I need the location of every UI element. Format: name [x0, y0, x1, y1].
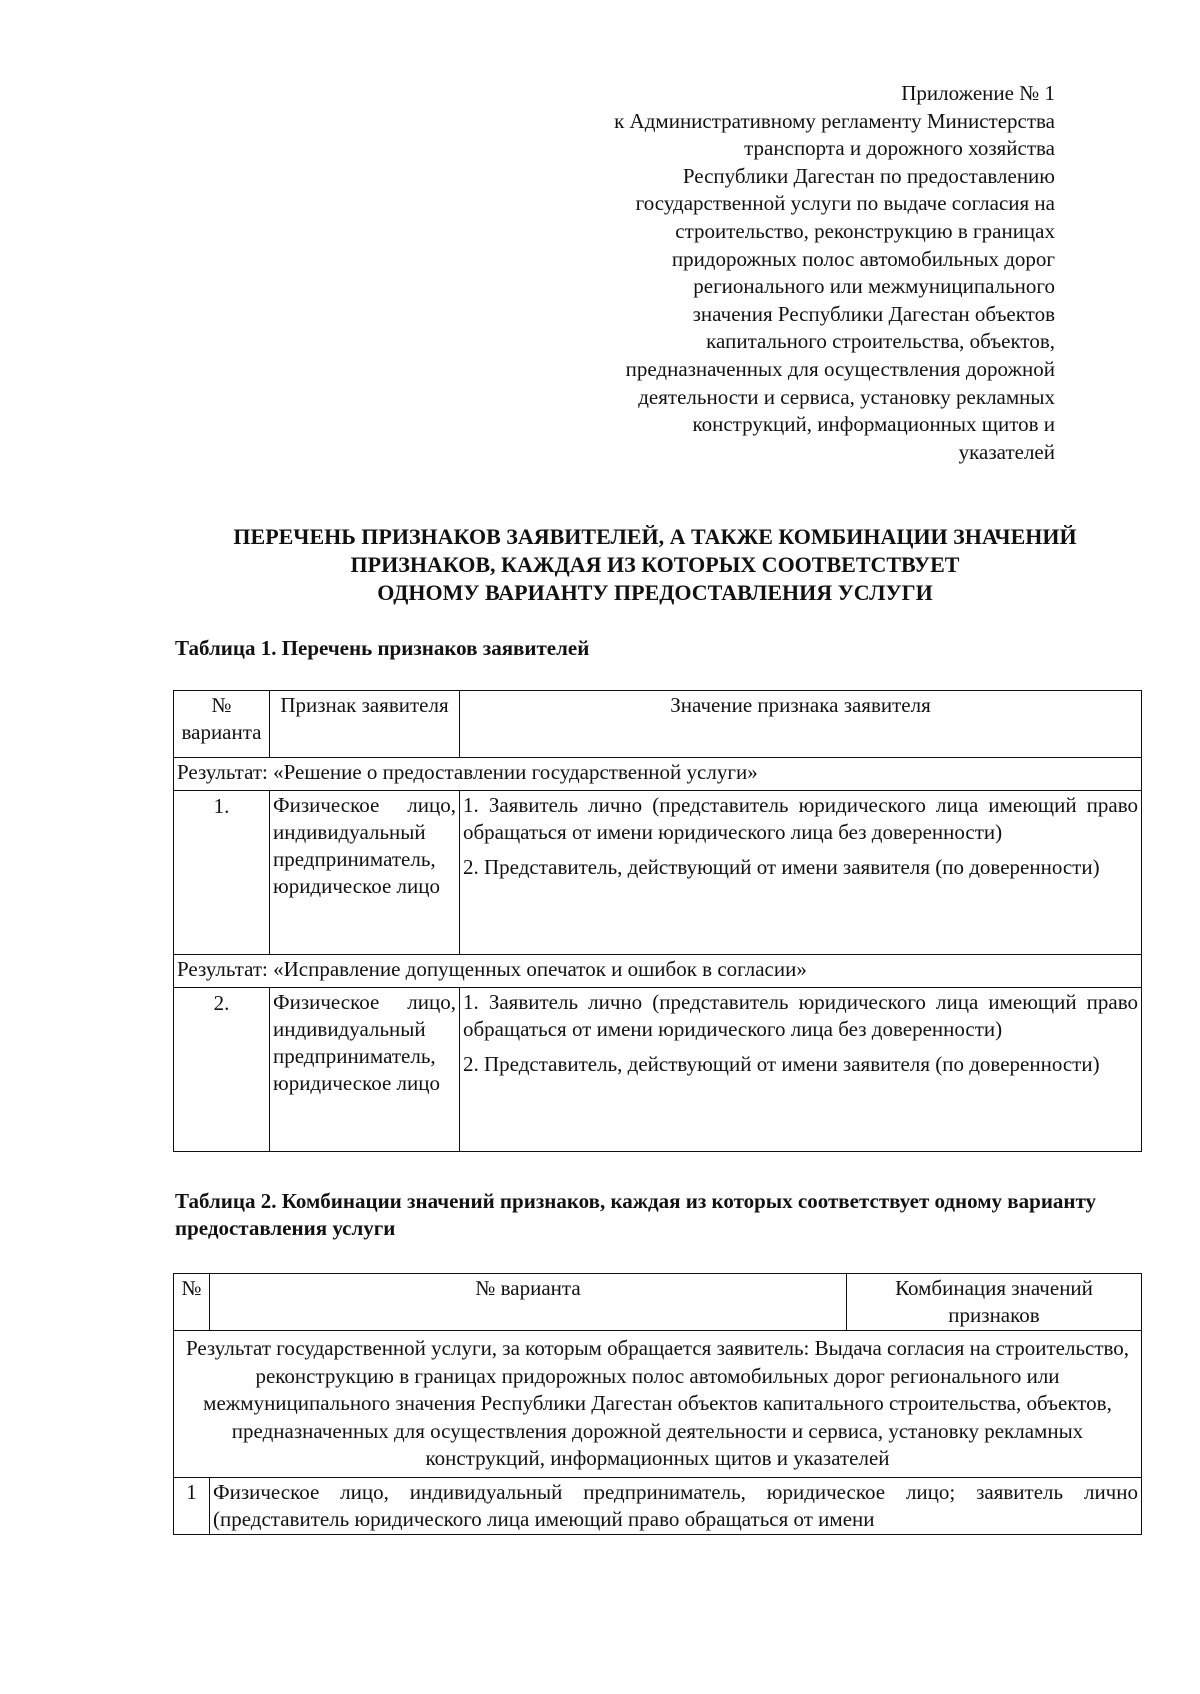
table2-caption: Таблица 2. Комбинации значений признаков, каждая из которых соответствует одному варианту предоставления услуги — [175, 1189, 1097, 1240]
header-sign: Признак заявителя — [270, 691, 460, 758]
title-line: ПРИЗНАКОВ, КАЖДАЯ ИЗ КОТОРЫХ СООТВЕТСТВУЕТ — [350, 552, 960, 577]
header-value: Значение признака заявителя — [460, 691, 1142, 758]
title-line: ПЕРЕЧЕНЬ ПРИЗНАКОВ ЗАЯВИТЕЛЕЙ, А ТАКЖЕ КОМБИНАЦИИ ЗНАЧЕНИЙ — [233, 524, 1077, 549]
table-applicant-signs — [173, 690, 1142, 1152]
appendix-line: деятельности и сервиса, установку рекламных — [638, 384, 1055, 409]
appendix-line: транспорта и дорожного хозяйства — [744, 136, 1055, 161]
sign-value: 2. Представитель, действующий от имени заявителя (по доверенности) — [463, 1052, 1100, 1076]
result-row — [174, 758, 1142, 791]
header-variant: № варианта — [174, 691, 270, 758]
appendix-line: к Административному регламенту Министерства — [614, 108, 1055, 133]
appendix-line: государственной услуги по выдаче согласия на — [635, 191, 1055, 216]
table1-caption: Таблица 1. Перечень признаков заявителей — [175, 636, 590, 660]
table-row — [174, 791, 1142, 955]
appendix-line: Приложение № 1 — [901, 81, 1055, 105]
appendix-line: значения Республики Дагестан объектов — [692, 301, 1055, 326]
variant-number: 1. — [174, 791, 270, 955]
applicant-sign: Физическое лицо, индивидуальный предприниматель, юридическое лицо — [270, 988, 460, 1152]
result-text: Результат: «Решение о предоставлении государственной услуги» — [174, 758, 1142, 791]
variant-number: 2. — [174, 988, 270, 1152]
appendix-line: указателей — [958, 439, 1055, 464]
combination-text: Физическое лицо, индивидуальный предприниматель, юридическое лицо; заявитель лично (представитель юридического лица имеющий право обращаться от имени — [210, 1477, 1142, 1534]
appendix-line: капитального строительства, объектов, — [706, 329, 1055, 354]
row-number: 1 — [174, 1477, 210, 1534]
applicant-sign: Физическое лицо, индивидуальный предприниматель, юридическое лицо — [270, 791, 460, 955]
appendix-line: Республики Дагестан по предоставлению — [682, 163, 1055, 188]
sign-value: 1. Заявитель лично (представитель юридического лица имеющий право обращаться от имени юридического лица без доверенности) — [463, 990, 1138, 1041]
header-num: № — [174, 1274, 210, 1331]
appendix-line: придорожных полос автомобильных дорог — [671, 246, 1055, 271]
sign-value: 2. Представитель, действующий от имени заявителя (по доверенности) — [463, 855, 1100, 879]
sign-values — [460, 791, 1142, 955]
result-text: Результат: «Исправление допущенных опечаток и ошибок в согласии» — [174, 955, 1142, 988]
appendix-line: строительство, реконструкцию в границах — [675, 218, 1055, 243]
appendix-line: регионального или межмуниципального — [693, 274, 1055, 299]
table-header-row — [174, 691, 1142, 758]
title-line: ОДНОМУ ВАРИАНТУ ПРЕДОСТАВЛЕНИЯ УСЛУГИ — [377, 580, 933, 605]
table-sign-combinations — [173, 1273, 1142, 1535]
result-row — [174, 955, 1142, 988]
header-combination: Комбинация значений признаков — [847, 1274, 1142, 1331]
table-row — [174, 1477, 1142, 1534]
appendix-header — [535, 80, 1055, 466]
table-row — [174, 988, 1142, 1152]
result-row — [174, 1331, 1142, 1478]
appendix-line: предназначенных для осуществления дорожной — [625, 356, 1055, 381]
sign-value: 1. Заявитель лично (представитель юридического лица имеющий право обращаться от имени юридического лица без доверенности) — [463, 793, 1138, 844]
table-header-row — [174, 1274, 1142, 1331]
result-text: Результат государственной услуги, за которым обращается заявитель: Выдача согласия на строительство, реконструкцию в границах придорожных полос автомобильных дорог регионального или межмуниципального значения Республики Дагестан объектов капитального строительства, объектов, предназначенных для осуществления дорожной деятельности и сервиса, установку рекламных конструкций, информационных щитов и указателей — [174, 1331, 1142, 1478]
page-title — [175, 523, 1135, 607]
header-variant: № варианта — [210, 1274, 847, 1331]
sign-values — [460, 988, 1142, 1152]
appendix-line: конструкций, информационных щитов и — [692, 412, 1055, 437]
